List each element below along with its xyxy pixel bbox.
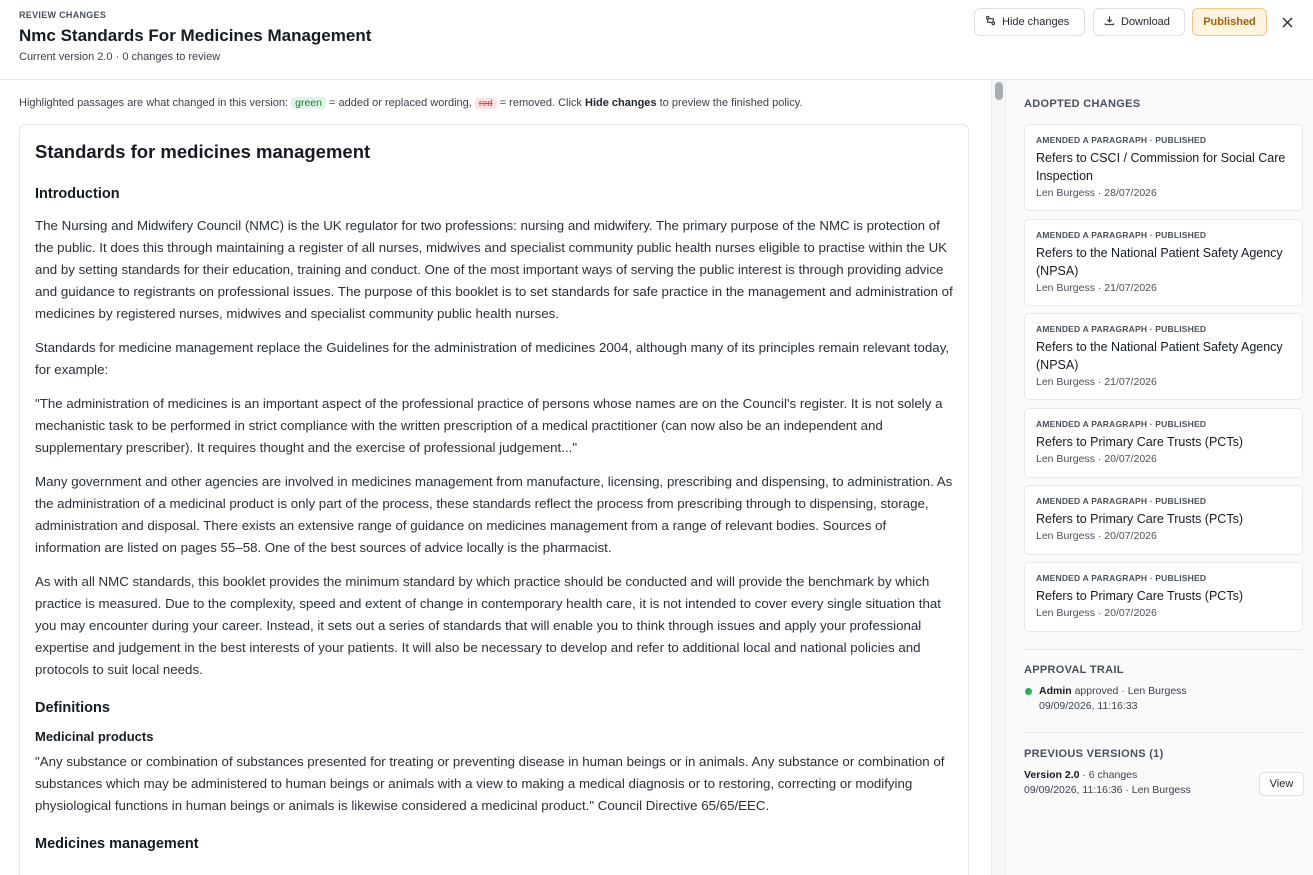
download-label: Download — [1121, 16, 1170, 28]
change-author-date: Len Burgess · 20/07/2026 — [1036, 607, 1157, 619]
change-author-date: Len Burgess · 28/07/2026 — [1036, 187, 1157, 199]
change-card[interactable] — [1024, 313, 1303, 400]
download-icon — [1104, 15, 1115, 29]
change-meta: AMENDED A PARAGRAPH · PUBLISHED — [1036, 324, 1207, 334]
document-scrollbar[interactable] — [991, 80, 1006, 875]
paragraph: As with all NMC standards, this booklet provides the minimum standard by which practice should be conducted and will provide the benchmark by which practice is measured. Due to the complexity, speed and extent of change in contemporary health care, it is not intended to cover every single situation that you may encounter during your career. Instead, it sets out a series of standards that will enable you to think through issues and apply your professional expertise and judgement in the best interests of your patients. It will also be necessary to develop and refer to additional local and national policies and protocols to suit local needs. — [35, 574, 941, 677]
changes-sidebar — [1006, 80, 1313, 875]
change-title: Refers to Primary Care Trusts (PCTs) — [1036, 589, 1243, 603]
change-meta: AMENDED A PARAGRAPH · PUBLISHED — [1036, 135, 1207, 145]
download-button[interactable] — [1093, 8, 1185, 36]
paragraph: "The administration of medicines is an important aspect of the professional practice of persons whose names are on the Council's register. It is not solely a mechanistic task to be performed in strict compliance with the written prescription of a medical practitioner (can now also be an independent and supplementary prescriber). It requires thought and the exercise of professional judgement..." — [35, 396, 943, 455]
paragraph: Many government and other agencies are involved in medicines management from manufacture, licensing, prescribing and dispensing, to administration. As the administration of a medicinal product is only part of the process, these standards reflect the process from prescribing through to dispensing, storage, administration and disposal. There exists an extensive range of guidance on medicines management from a range of relevant bodies. Sources of information are listed on pages 55–58. One of the best sources of advice locally is the pharmacist. — [35, 474, 953, 555]
change-card[interactable] — [1024, 124, 1303, 211]
change-title: Refers to the National Patient Safety Agency (NPSA) — [1036, 340, 1283, 372]
adopted-changes-heading: ADOPTED CHANGES — [1024, 98, 1141, 110]
change-card[interactable] — [1024, 562, 1303, 632]
legend-green-text: = added or replaced wording, — [329, 97, 472, 109]
approval-actor: Admin — [1039, 685, 1072, 697]
previous-version-number: Version 2.0 — [1024, 769, 1080, 781]
legend-green-chip: green — [291, 97, 326, 109]
approval-entry — [1039, 685, 1187, 697]
change-title: Refers to the National Patient Safety Agency (NPSA) — [1036, 246, 1283, 278]
previous-version-entry — [1024, 769, 1137, 781]
paragraph: The Nursing and Midwifery Council (NMC) is the UK regulator for two professions: nursing and midwifery. The primary purpose of the NMC is protection of the public. It does this through maintaining a register of all nurses, midwives and specialist community public health nurses eligible to practise within the UK and by setting standards for their education, training and conduct. One of the most important ways of serving the public interest is through providing advice and guidance to registrants on professional issues. The purpose of this booklet is to set standards for safe practice in the management and administration of medicines by registered nurses, midwives and specialist community public health nurses. — [35, 218, 953, 321]
previous-version-meta: 09/09/2026, 11:16:36 · Len Burgess — [1024, 784, 1191, 796]
subheading-medicinal-products: Medicinal products — [35, 729, 154, 744]
legend-red-chip: red — [475, 98, 497, 109]
section-divider — [1024, 732, 1303, 733]
paragraph: "Any substance or combination of substances presented for treating or preventing disease in human beings or in animals. Any substance or combination of substances which may be administered to human beings or animals with a view to making a medical diagnosis or to restoring, correcting or modifying physiological functions in human beings or animals is likewise considered a medicinal product." Council Directive 65/65/EEC. — [35, 754, 945, 813]
section-divider — [1024, 649, 1303, 650]
change-card[interactable] — [1024, 408, 1303, 478]
legend-prefix: Highlighted passages are what changed in this version: — [19, 97, 289, 109]
change-title: Refers to CSCI / Commission for Social Care Inspection — [1036, 151, 1286, 183]
scrollbar-thumb[interactable] — [995, 82, 1003, 100]
change-meta: AMENDED A PARAGRAPH · PUBLISHED — [1036, 496, 1207, 506]
highlight-legend — [19, 97, 802, 109]
change-author-date: Len Burgess · 20/07/2026 — [1036, 530, 1157, 542]
change-author-date: Len Burgess · 21/07/2026 — [1036, 376, 1157, 388]
version-summary: Current version 2.0 · 0 changes to review — [19, 51, 221, 63]
change-meta: AMENDED A PARAGRAPH · PUBLISHED — [1036, 230, 1207, 240]
section-heading-introduction: Introduction — [35, 186, 120, 202]
close-icon[interactable] — [1276, 11, 1298, 33]
change-title: Refers to Primary Care Trusts (PCTs) — [1036, 435, 1243, 449]
hide-changes-button[interactable] — [974, 8, 1085, 36]
document-title: Standards for medicines management — [35, 141, 371, 162]
review-header — [0, 0, 1313, 80]
change-meta: AMENDED A PARAGRAPH · PUBLISHED — [1036, 419, 1207, 429]
legend-red-text: = removed. Click — [499, 97, 582, 109]
previous-version-changes: · 6 changes — [1082, 769, 1138, 781]
view-version-button[interactable]: View — [1259, 772, 1304, 796]
approval-action: approved · Len Burgess — [1074, 685, 1187, 697]
paragraph: Standards for medicine management replace the Guidelines for the administration of medicines 2004, although many of its principles remain relevant today, for example: — [35, 340, 950, 377]
hide-changes-link[interactable]: Hide changes — [585, 97, 657, 109]
approval-status-dot — [1025, 688, 1032, 695]
change-title: Refers to Primary Care Trusts (PCTs) — [1036, 512, 1243, 526]
approval-trail-heading: APPROVAL TRAIL — [1024, 664, 1124, 676]
status-badge: Published — [1192, 8, 1267, 36]
legend-suffix: to preview the finished policy. — [659, 97, 803, 109]
approval-time: 09/09/2026, 11:16:33 — [1039, 700, 1138, 712]
change-card[interactable] — [1024, 219, 1303, 306]
page-title: Nmc Standards For Medicines Management — [19, 26, 372, 45]
hide-changes-label: Hide changes — [1002, 16, 1070, 28]
section-heading-medicines-management: Medicines management — [35, 836, 199, 852]
change-author-date: Len Burgess · 21/07/2026 — [1036, 282, 1157, 294]
change-card[interactable] — [1024, 485, 1303, 555]
compare-arrows-icon — [985, 15, 996, 29]
eyebrow-label: REVIEW CHANGES — [19, 10, 107, 20]
section-heading-definitions: Definitions — [35, 700, 110, 716]
change-meta: AMENDED A PARAGRAPH · PUBLISHED — [1036, 573, 1207, 583]
previous-versions-heading: PREVIOUS VERSIONS (1) — [1024, 748, 1164, 760]
change-author-date: Len Burgess · 20/07/2026 — [1036, 453, 1157, 465]
document-pane — [0, 80, 991, 875]
policy-document — [19, 124, 969, 875]
